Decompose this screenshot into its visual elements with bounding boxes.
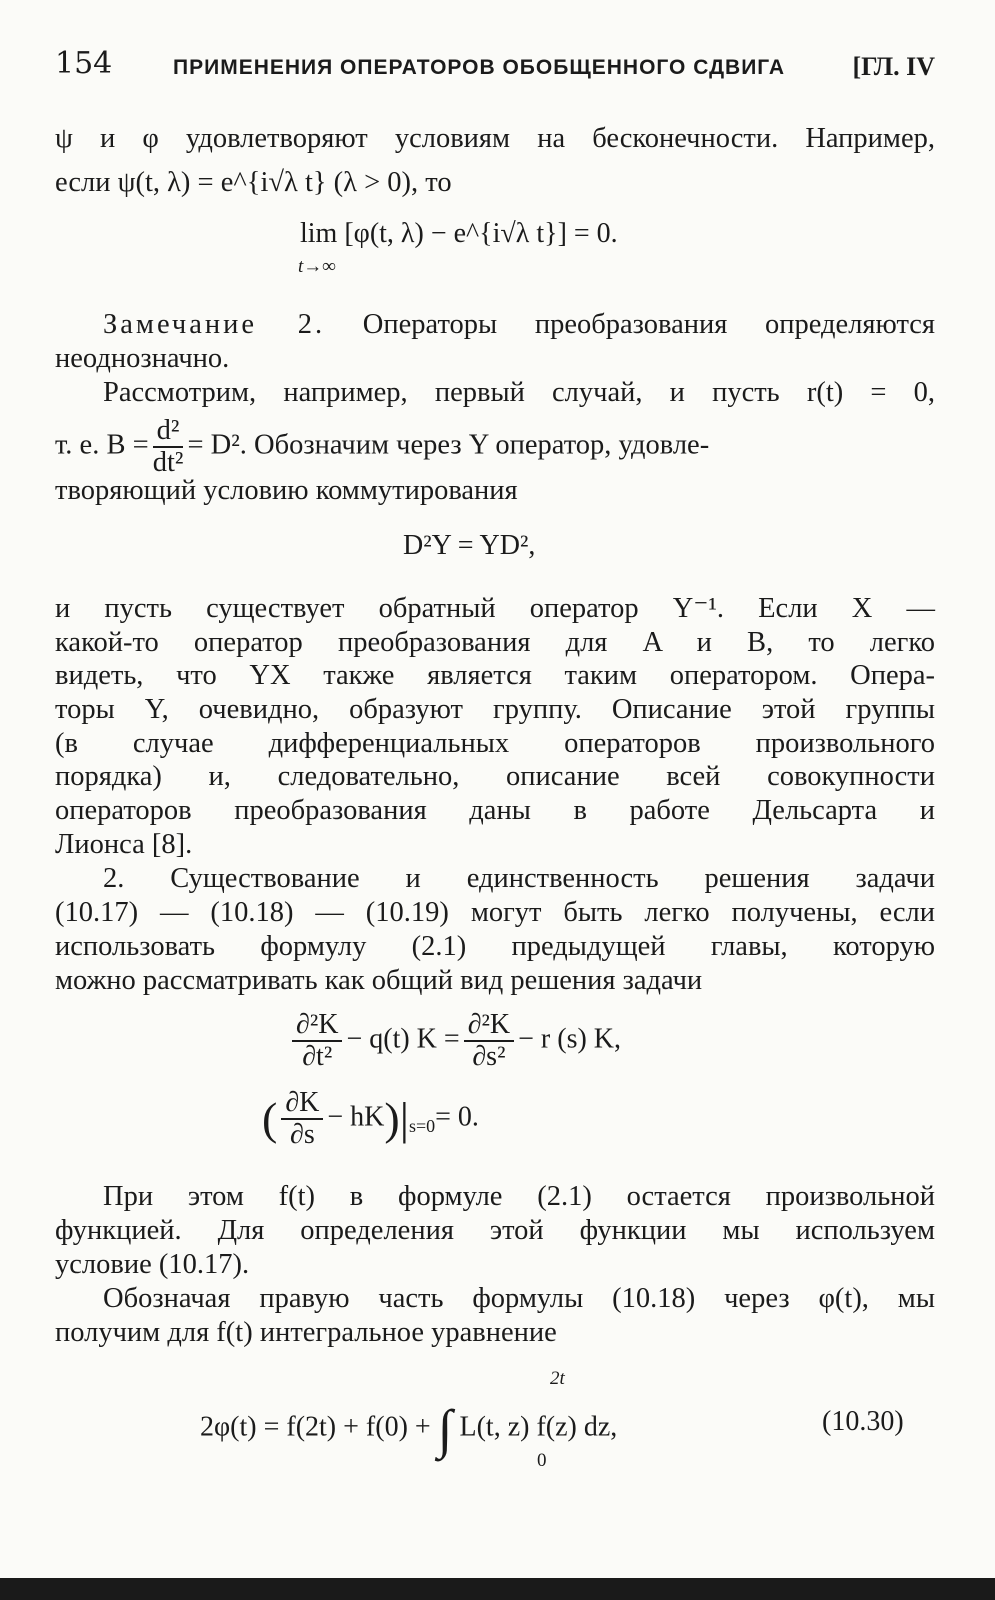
text-line: и пусть существует обратный оператор Y⁻¹. Если X — — [55, 593, 935, 624]
d2k-dt2-fraction: $\frac{\text{∂²K}}{\text{∂t²}}$ — [292, 1010, 342, 1072]
text-line: операторов преобразования даны в работе Дельсарта и — [55, 795, 935, 826]
remark-line: Замечание 2. Операторы преобразования определяются — [103, 309, 936, 340]
text-line: Лионса [8]. — [55, 829, 193, 860]
running-title: ПРИМЕНЕНИЯ ОПЕРАТОРОВ ОБОБЩЕННОГО СДВИГА — [173, 56, 786, 79]
text-line: 2. Существование и единственность решения задачи — [103, 863, 935, 894]
dk-ds-fraction: $\frac{\partial K}{\partial s}$ — [281, 1088, 323, 1150]
d2-dt2-fraction: $\frac{\text{d²}}{\text{dt²}}$ — [152, 415, 184, 478]
integral-sign: ∫ — [437, 1399, 453, 1459]
limit-equation: lim [φ(t, λ) − e^{i√λ t}] = 0. — [300, 218, 618, 249]
text-line: функцией. Для определения этой функции мы используем — [55, 1215, 935, 1246]
text-line: (в случае дифференциальных операторов произвольного — [55, 728, 935, 759]
d2k-ds2-fraction: $\frac{\text{∂²K}}{\text{∂s²}}$ — [464, 1010, 514, 1072]
text-line: Обозначая правую часть формулы (10.18) через φ(t), мы — [103, 1283, 935, 1314]
boundary-equation: ( $\frac{\partial K}{\partial s}$ − $hK)|_{s=0}= 0$. — [262, 1087, 479, 1150]
text-line: ψ и φ удовлетворяют условиям на бесконечности. Например, — [55, 123, 935, 154]
text-line: если ψ(t, λ) = e^{i√λ t} (λ > 0), то — [55, 167, 452, 198]
chapter-label: [ГЛ. IV — [852, 52, 935, 81]
text-line: порядка) и, следовательно, описание всей совокупности — [55, 761, 935, 792]
text-line: неоднозначно. — [55, 343, 230, 374]
page-header — [55, 46, 935, 86]
text-line: условие (10.17). — [55, 1249, 250, 1280]
page-number: 154 — [55, 46, 113, 81]
text-line: торы Y, очевидно, образуют группу. Описание этой группы — [55, 694, 935, 725]
commutation-equation: D²Y = YD², — [403, 530, 536, 561]
text-line: использовать формулу (2.1) предыдущей главы, которую — [55, 931, 935, 962]
text-line-fraction: т. е. B = $\frac{\text{d²}}{\text{dt²}}$ = D². Обозначим через Y оператор, удовле- — [55, 415, 710, 478]
text-line: можно рассматривать как общий вид решения задачи — [55, 965, 703, 996]
text-line: Рассмотрим, например, первый случай, и пусть r(t) = 0, — [103, 377, 935, 408]
text-line: При этом f(t) в формуле (2.1) остается произвольной — [103, 1181, 935, 1212]
integral-equation: 2φ(t) = f(2t) + f(0) + ∫ L(t, z) f(z) dz, — [200, 1399, 618, 1459]
equation-number: (10.30) — [822, 1406, 904, 1437]
integral-upper-limit: 2t — [550, 1368, 565, 1389]
text-line: получим для f(t) интегральное уравнение — [55, 1317, 557, 1348]
integral-lower-limit: 0 — [537, 1450, 547, 1471]
remark-label: Замечание 2. — [103, 309, 326, 340]
text-line: видеть, что YX также является таким оператором. Опера- — [55, 660, 935, 691]
limit-subscript: t→∞ — [298, 256, 336, 277]
text-line: творяющий условию коммутирования — [55, 475, 518, 506]
text-line: (10.17) — (10.18) — (10.19) могут быть легко получены, если — [55, 897, 935, 928]
text-line: какой-то оператор преобразования для A и B, то легко — [55, 627, 935, 658]
pde-equation: $\frac{\text{∂²K}}{\text{∂t²}}$ − q(t) K = $\frac{\text{∂²K}}{\text{∂s²}}$ − r (s) K, — [288, 1010, 621, 1072]
scan-edge-bar — [0, 1578, 995, 1600]
